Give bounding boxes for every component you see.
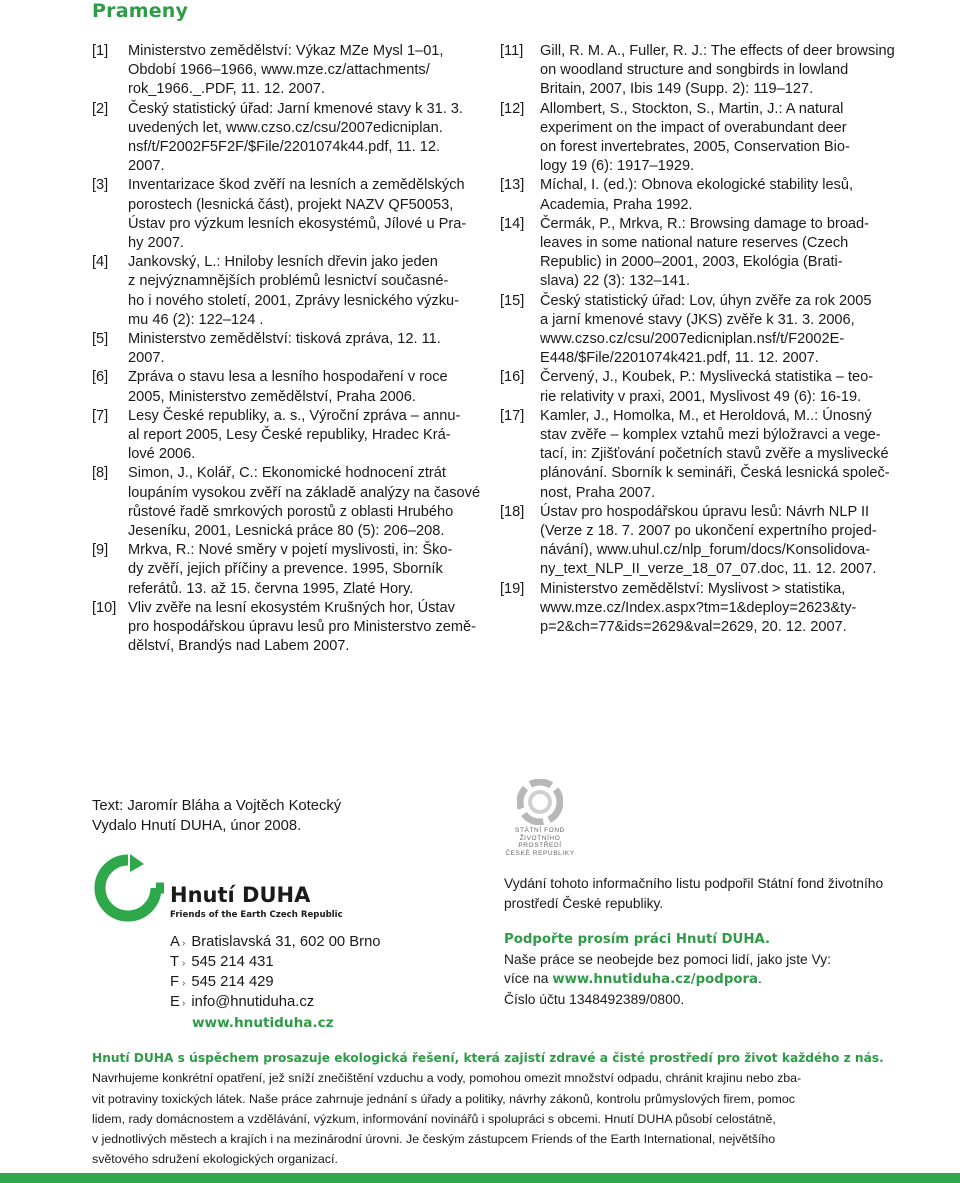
chevron-right-icon: › [182, 958, 186, 969]
support-heading: Podpořte prosím práci Hnutí DUHA. [504, 932, 771, 947]
reference-line: Míchal, I. (ed.): Obnova ekologické stability lesů, [540, 177, 854, 194]
reference-line: ho i nového století, 2001, Zprávy lesnického výzku- [128, 292, 459, 309]
reference-text [128, 330, 464, 368]
contact-item [170, 992, 381, 1012]
reference-line: pro hospodářskou úpravu lesů pro Ministerstvo země- [128, 619, 476, 636]
reference-line: z nejvýznamnějších problémů lesnictví současné- [128, 273, 449, 290]
reference-number: [4] [92, 254, 109, 271]
references-right-column [500, 42, 895, 637]
reference-number: [9] [92, 542, 109, 559]
reference-line: uvedených let, www.czso.cz/csu/2007edicniplan. [128, 119, 443, 136]
reference-line: Simon, J., Kolář, C.: Ekonomické hodnocení ztrát [128, 465, 446, 482]
reference-item [92, 42, 464, 100]
reference-text [540, 100, 870, 177]
reference-item [92, 368, 464, 406]
about-line: v jednotlivých městech a krajích i na mezinárodní úrovni. Je českým zástupcem Friends of the Earth International, největšího [92, 1132, 776, 1147]
contact-item [170, 932, 381, 952]
contact-key: E [170, 994, 180, 1010]
reference-line: Inventarizace škod zvěří na lesních a zemědělských [128, 177, 465, 194]
reference-text [540, 503, 877, 580]
support-block [504, 874, 884, 1009]
sfzp-emblem-icon [517, 779, 563, 825]
page-title: Prameny [92, 0, 189, 22]
contact-value: 545 214 431 [191, 954, 274, 970]
reference-line: plánování. Sborník k semináři, Česká lesnická společ- [540, 465, 890, 482]
reference-text [128, 407, 464, 465]
support-intro-line2: prostředí České republiky. [504, 895, 664, 911]
reference-number: [17] [500, 407, 525, 424]
reference-item [500, 42, 895, 100]
reference-line: Gill, R. M. A., Fuller, R. J.: The effects of deer browsing [540, 43, 895, 59]
reference-item [92, 599, 476, 657]
reference-line: Jankovský, L.: Hniloby lesních dřevin jako jeden [128, 254, 438, 271]
reference-line: hy 2007. [128, 235, 184, 252]
bottom-accent-bar [0, 1173, 960, 1183]
reference-line: 2005, Ministerstvo zemědělství, Praha 2006. [128, 388, 416, 405]
reference-item [92, 541, 464, 599]
reference-text [128, 42, 464, 100]
reference-line: on forest invertebrates, 2005, Conservation Bio- [540, 139, 850, 156]
reference-line: ny_text_NLP_II_verze_18_07_07.doc, 11. 12. 2007. [540, 561, 877, 578]
about-line: světového sdružení ekologických organizací. [92, 1152, 338, 1167]
sfzp-line3: ČESKÉ REPUBLIKY [505, 849, 575, 857]
reference-item [92, 100, 464, 177]
reference-line: Republic) in 2000–2001, 2003, Ekológia (Brati- [540, 254, 843, 271]
reference-text [540, 580, 870, 638]
reference-line: on woodland structure and songbirds in lowland [540, 62, 849, 79]
reference-line: Vliv zvěře na lesní ekosystém Krušných hor, Ústav [128, 599, 455, 616]
reference-line: rok_1966._.PDF, 11. 12. 2007. [128, 81, 325, 98]
reference-item [500, 503, 877, 580]
reference-text [128, 253, 464, 330]
reference-item [92, 330, 464, 368]
chevron-right-icon: › [182, 978, 186, 989]
reference-number: [16] [500, 369, 525, 386]
reference-text [540, 292, 871, 369]
reference-item [500, 368, 874, 406]
reference-line: (Verze z 18. 7. 2007 po ukončení expertního projed- [540, 523, 877, 540]
reference-line: Ústav pro hospodářskou úpravu lesů: Návrh NLP II [540, 503, 870, 520]
reference-item [92, 407, 464, 465]
about-line: Navrhujeme konkrétní opatření, jež sníží znečištění vzduchu a vody, pomohou omezit množství odpadu, chránit krajinu nebo zba- [92, 1071, 802, 1086]
support-line2 [504, 969, 884, 990]
reference-number: [19] [500, 580, 525, 597]
reference-line: www.czso.cz/csu/2007edicniplan.nsf/t/F2002E- [540, 331, 845, 348]
reference-line: 2007. [128, 350, 165, 367]
reference-line: slava) 22 (3): 132–141. [540, 273, 691, 290]
reference-line: stav zvěře – komplex vztahů mezi býložravci a vege- [540, 427, 881, 444]
reference-line: logy 19 (6): 1917–1929. [540, 158, 695, 175]
support-intro-line1: Vydání tohoto informačního listu podpořil Státní fond životního [504, 876, 884, 891]
reference-line: www.mze.cz/Index.aspx?tm=1&deploy=2623&ty- [540, 599, 857, 616]
reference-text [540, 176, 870, 214]
reference-text [540, 368, 873, 406]
reference-text [540, 215, 870, 292]
sfzp-logo [504, 779, 576, 857]
credits-author: Text: Jaromír Bláha a Vojtěch Kotecký [92, 798, 342, 814]
reference-number: [7] [92, 407, 109, 424]
org-name: Hnutí DUHA [170, 883, 311, 907]
reference-line: al report 2005, Lesy České republiky, Hradec Krá- [128, 427, 451, 444]
reference-line: Britain, 2007, Ibis 149 (Supp. 2): 119–127. [540, 81, 814, 98]
contact-value: Bratislavská 31, 602 00 Brno [191, 934, 381, 950]
reference-item [500, 292, 870, 369]
about-organization [92, 1048, 892, 1170]
credits [92, 797, 341, 836]
reference-number: [3] [92, 177, 109, 194]
reference-line: experiment on the impact of overabundant deer [540, 119, 847, 136]
reference-line: loupáním vysokou zvěří na základě analýzy na časové [128, 484, 481, 501]
credits-publisher: Vydalo Hnutí DUHA, únor 2008. [92, 817, 302, 834]
reference-item [500, 407, 890, 503]
reference-number: [13] [500, 177, 525, 194]
reference-line: a jarní kmenové stavy (JKS) zvěře k 31. 3. 2006, [540, 311, 855, 328]
reference-number: [2] [92, 100, 109, 117]
reference-line: Ústav pro výzkum lesních ekosystémů, Jílové u Pra- [128, 215, 467, 232]
reference-text [128, 176, 466, 253]
contact-value[interactable]: info@hnutiduha.cz [191, 994, 315, 1010]
reference-line: Červený, J., Koubek, P.: Myslivecká statistika – teo- [540, 369, 874, 386]
reference-line: návání), www.uhul.cz/nlp_forum/docs/Konsolidova- [540, 542, 871, 559]
reference-item [92, 176, 467, 253]
about-heading: Hnutí DUHA s úspěchem prosazuje ekologická řešení, která zajistí zdravé a čisté prostředí pro život každého z nás. [92, 1051, 884, 1065]
reference-line: tací, in: Zjišťování početních stavů zvěře a myslivecké [540, 446, 889, 463]
reference-line: Mrkva, R.: Nové směry v pojetí myslivosti, in: Ško- [128, 542, 453, 559]
reference-number: [5] [92, 331, 109, 348]
reference-item [500, 176, 870, 214]
reference-text [128, 464, 480, 541]
reference-line: dy zvěří, jejich příčiny a prevence. 1995, Sborník [128, 561, 443, 578]
contact-item [170, 972, 381, 992]
support-link[interactable]: www.hnutiduha.cz/podpora [552, 972, 759, 987]
reference-text [540, 42, 895, 100]
sfzp-line2: ŽIVOTNÍHO PROSTŘEDÍ [518, 834, 562, 849]
reference-number: [12] [500, 100, 525, 117]
reference-line: Český statistický úřad: Jarní kmenové stavy k 31. 3. [128, 100, 463, 117]
reference-line: Čermák, P., Mrkva, R.: Browsing damage to broad- [540, 215, 870, 232]
reference-line: Allombert, S., Stockton, S., Martin, J.: A natural [540, 100, 844, 117]
reference-line: Období 1966–1966, www.mze.cz/attachments/ [128, 62, 430, 79]
reference-line: Jeseníku, 2001, Lesnická práce 80 (5): 206–208. [128, 523, 445, 540]
reference-item [500, 100, 870, 177]
reference-item [500, 215, 870, 292]
reference-line: Kamler, J., Homolka, M., et Heroldová, M..: Únosný [540, 407, 872, 424]
reference-line: nost, Praha 2007. [540, 484, 656, 501]
reference-text [128, 541, 464, 599]
contact-block [170, 932, 381, 1033]
contact-key: F [170, 974, 180, 990]
support-line2-prefix: více na [504, 971, 553, 986]
reference-line: porostech (lesnická část), projekt NAZV QF50053, [128, 196, 454, 213]
support-line2-suffix: . [758, 971, 762, 986]
reference-line: Ministerstvo zemědělství: Výkaz MZe Mysl 1–01, [128, 43, 444, 59]
reference-line: Ministerstvo zemědělství: Myslivost > statistika, [540, 580, 846, 597]
reference-line: Lesy České republiky, a. s., Výroční zpráva – annu- [128, 407, 461, 424]
reference-line: Český statistický úřad: Lov, úhyn zvěře za rok 2005 [540, 292, 872, 309]
reference-line: Academia, Praha 1992. [540, 196, 693, 213]
reference-line: dělství, Brandýs nad Labem 2007. [128, 638, 350, 655]
reference-line: Zpráva o stavu lesa a lesního hospodaření v roce [128, 369, 448, 386]
reference-number: [8] [92, 465, 109, 482]
reference-line: rie relativity v praxi, 2001, Myslivost 49 (6): 16-19. [540, 388, 862, 405]
reference-line: leaves in some national nature reserves (Czech [540, 235, 849, 252]
reference-number: [1] [92, 43, 109, 59]
contact-key: T [170, 954, 180, 970]
contact-item [170, 952, 381, 972]
about-line: lidem, rady domácnostem a vzdělávání, výzkum, informování novinářů i spolupráci s obcemi. Hnutí DUHA působí celostátně, [92, 1111, 776, 1126]
reference-text [540, 407, 890, 503]
reference-item [92, 464, 481, 541]
support-account: Číslo účtu 1348492389/0800. [504, 991, 685, 1007]
reference-line: Ministerstvo zemědělství: tisková zpráva, 12. 11. [128, 331, 441, 348]
reference-number: [6] [92, 369, 109, 386]
reference-number: [14] [500, 215, 525, 232]
chevron-right-icon: › [182, 998, 186, 1009]
references-left-column [92, 42, 481, 657]
reference-line: p=2&ch=77&ids=2629&val=2629, 20. 12. 2007. [540, 619, 847, 636]
reference-line: referátů. 13. až 15. června 1995, Zlaté Hory. [128, 580, 414, 597]
reference-item [500, 580, 870, 638]
sfzp-line1: STÁTNÍ FOND [515, 827, 565, 834]
reference-line: mu 46 (2): 122–124 . [128, 311, 264, 328]
contact-value: 545 214 429 [191, 974, 274, 990]
about-line: vit potraviny toxických látek. Naše práce zahrnuje jednání s úřady a politiky, návrhy zákonů, kontrolu průmyslových firem, pomoc [92, 1091, 795, 1106]
contact-key: A [170, 934, 180, 950]
reference-number: [11] [500, 43, 524, 59]
reference-line: nsf/t/F2002F5F2F/$File/2201074k44.pdf, 11. 12. [128, 139, 441, 156]
reference-number: [18] [500, 503, 525, 520]
reference-text [128, 100, 464, 177]
reference-line: 2007. [128, 158, 165, 175]
chevron-right-icon: › [182, 938, 186, 949]
website-link[interactable]: www.hnutiduha.cz [192, 1015, 334, 1031]
reference-item [92, 253, 464, 330]
reference-line: E448/$File/2201074k421.pdf, 11. 12. 2007. [540, 350, 819, 367]
reference-line: růstové řadě smrkových porostů z oblasti Hrubého [128, 503, 454, 520]
reference-number: [15] [500, 292, 525, 309]
org-subtitle: Friends of the Earth Czech Republic [170, 910, 343, 920]
reference-text [128, 599, 476, 657]
reference-line: lové 2006. [128, 446, 196, 463]
support-line1: Naše práce se neobejde bez pomoci lidí, jako jste Vy: [504, 951, 831, 967]
reference-number: [10] [92, 599, 117, 616]
reference-text [128, 368, 464, 406]
